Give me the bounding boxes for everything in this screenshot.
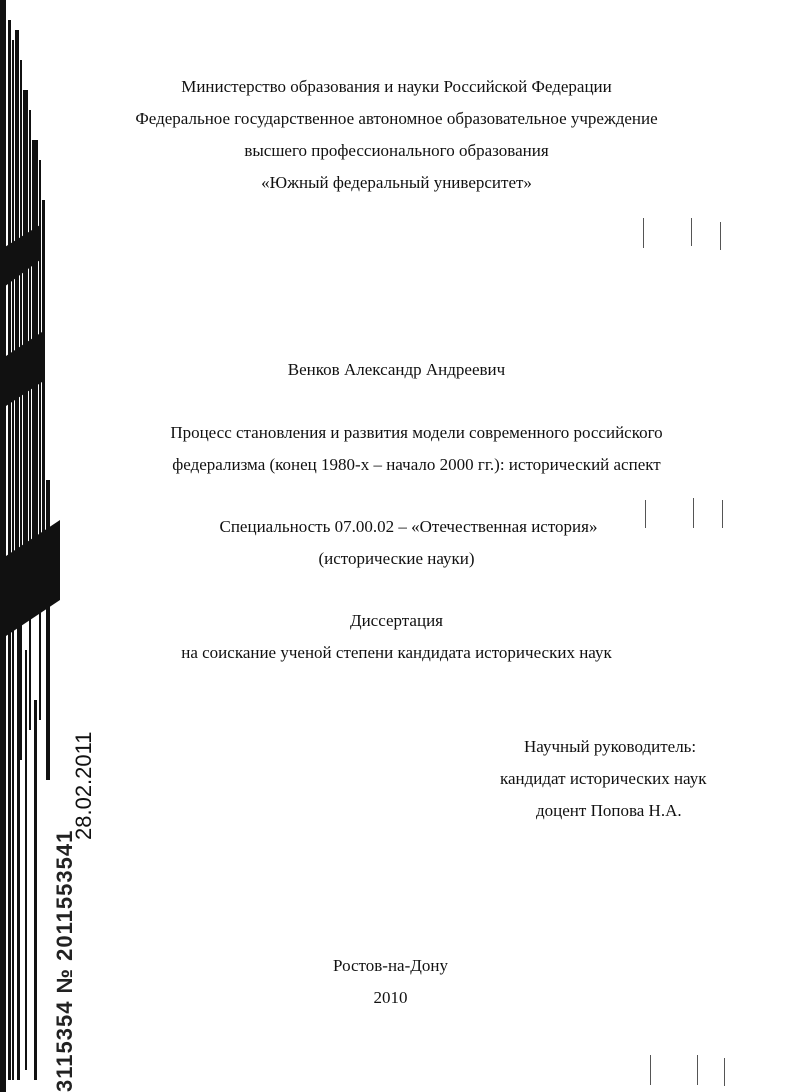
scan-tick: [720, 222, 721, 250]
scan-tick: [697, 1055, 698, 1085]
footer-city: Ростов-на-Дону: [333, 956, 448, 975]
institution-name: «Южный федеральный университет»: [261, 173, 532, 192]
date-stamp: 28.02.2011: [71, 731, 96, 840]
dissertation-title-line2: федерализма (конец 1980-х – начало 2000 гг.): исторический аспект: [172, 455, 661, 474]
supervisor-label: Научный руководитель:: [524, 737, 697, 756]
barcode-stamp: 3115354 № 2011553541: [52, 829, 77, 1092]
specialty-field: (исторические науки): [318, 549, 475, 568]
scan-tick: [691, 218, 692, 246]
supervisor-name: доцент Попова Н.А.: [536, 801, 682, 820]
scan-tick: [643, 218, 644, 248]
specialty-code: Специальность 07.00.02 – «Отечественная история»: [219, 517, 598, 536]
institution-type: Федеральное государственное автономное образовательное учреждение: [135, 109, 658, 128]
author-name: Венков Александр Андреевич: [287, 360, 506, 379]
dissertation-title-line1: Процесс становления и развития модели современного российского: [170, 423, 663, 442]
scan-tick: [724, 1058, 725, 1086]
institution-level: высшего профессионального образования: [244, 141, 549, 160]
work-type: Диссертация: [349, 611, 443, 630]
supervisor-degree: кандидат исторических наук: [500, 769, 707, 788]
work-purpose: на соискание ученой степени кандидата исторических наук: [181, 643, 612, 662]
footer-year: 2010: [373, 988, 408, 1007]
scan-tick: [650, 1055, 651, 1085]
institution-ministry: Министерство образования и науки Российской Федерации: [181, 77, 612, 96]
